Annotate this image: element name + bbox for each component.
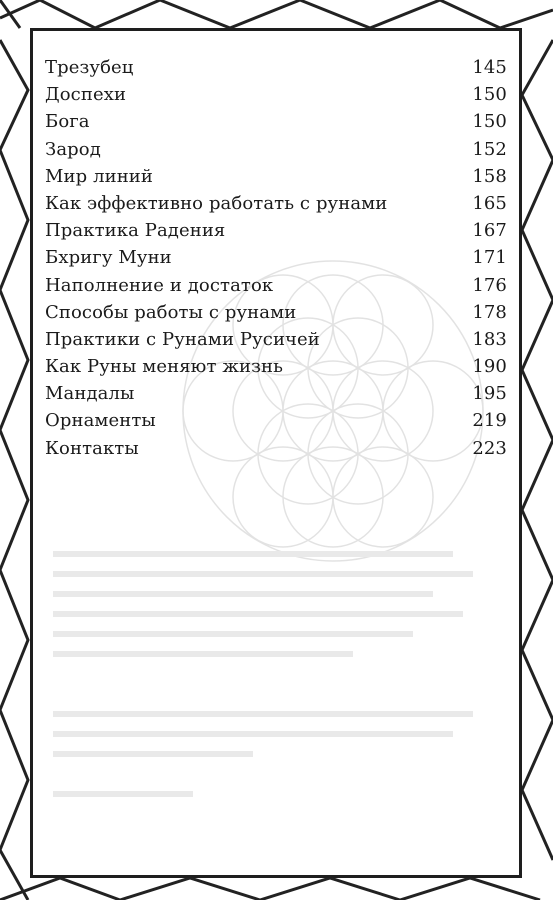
toc-entry-page: 183 [472, 328, 507, 350]
toc-entry-title: Трезубец [45, 57, 134, 78]
toc-entry [45, 272, 507, 299]
toc-entry-page: 150 [472, 111, 507, 133]
toc-entry-title: Практики с Рунами Русичей [45, 328, 320, 350]
toc-entry-title: Орнаменты [45, 410, 156, 432]
toc-entry [45, 163, 507, 190]
toc-entry-title: Практика Радения [45, 220, 226, 242]
toc-entry-page: 150 [472, 84, 507, 106]
toc-entry-page: 223 [472, 437, 507, 459]
toc-entry-title: Мир линий [45, 165, 153, 187]
toc-entry [45, 326, 507, 353]
toc-entry [45, 54, 507, 81]
toc-entry-page: 190 [472, 356, 507, 378]
toc-entry-title: Как Руны меняют жизнь [45, 356, 284, 378]
toc-entry-title: Бога [45, 111, 90, 133]
toc-entry [45, 407, 507, 434]
toc-entry [45, 435, 507, 462]
toc-entry-title: Бхригу Муни [45, 247, 172, 269]
toc-entry-page: 176 [472, 274, 507, 296]
toc-entry [45, 136, 507, 163]
toc-entry-title: Контакты [45, 437, 139, 459]
toc-entry [45, 217, 507, 244]
toc-entry [45, 244, 507, 271]
toc-entry-title: Мандалы [45, 383, 135, 405]
table-of-contents [45, 54, 507, 462]
content-frame [30, 28, 522, 878]
toc-entry-page: 167 [472, 220, 507, 242]
toc-entry-page: 158 [472, 165, 507, 187]
toc-entry [45, 190, 507, 217]
toc-entry [45, 380, 507, 407]
toc-entry-title: Способы работы с рунами [45, 301, 297, 323]
toc-entry [45, 81, 507, 108]
toc-entry [45, 353, 507, 380]
toc-entry-title: Зарод [45, 138, 101, 160]
toc-entry-page: 219 [472, 410, 507, 432]
toc-entry-page: 171 [472, 247, 507, 269]
toc-entry-page: 145 [472, 57, 507, 78]
toc-entry-page: 152 [472, 138, 507, 160]
toc-entry [45, 299, 507, 326]
toc-entry-title: Как эффективно работать с рунами [45, 192, 388, 214]
toc-entry-page: 165 [472, 192, 507, 214]
toc-entry-title: Наполнение и достаток [45, 274, 274, 296]
toc-entry [45, 108, 507, 135]
toc-entry-page: 178 [472, 301, 507, 323]
toc-entry-page: 195 [472, 383, 507, 405]
toc-entry-title: Доспехи [45, 84, 127, 106]
